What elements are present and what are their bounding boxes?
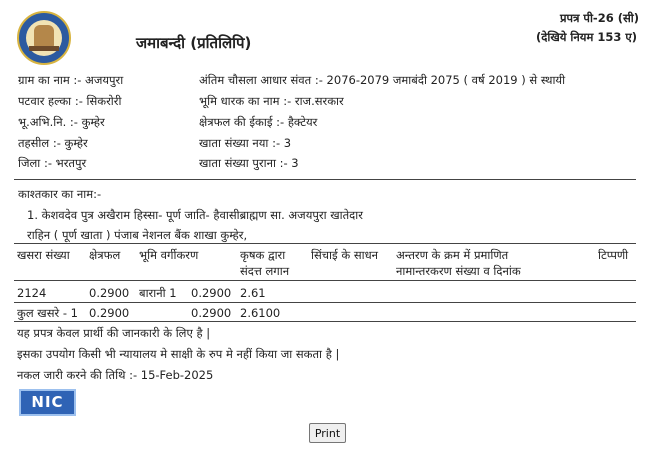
land-records-inspector: भू.अभि.नि. :- कुम्हेर [18, 115, 105, 129]
rule-reference: (देखिये नियम 153 ए) [536, 30, 637, 44]
col-irrigation-header: सिंचाई के साधन [311, 248, 379, 262]
cultivator-line-2: राहिन ( पूर्ण खाता ) पंजाब नेशनल बैंक शाखा कुम्हेर, [27, 228, 248, 242]
row-area: 0.2900 [89, 286, 130, 300]
table-bottom-border [14, 321, 636, 322]
account-number-old: खाता संख्या पुराना :- 3 [199, 156, 299, 170]
account-number-new: खाता संख्या नया :- 3 [199, 136, 292, 150]
cultivator-line-1: 1. केशवदेव पुत्र अखैराम हिस्सा- पूर्ण जाति- हैवासीब्राह्मण सा. अजयपुरा खातेदार [27, 208, 363, 222]
total-class-area: 0.2900 [191, 306, 232, 320]
district: जिला :- भरतपुर [18, 156, 87, 170]
total-rent: 2.6100 [240, 306, 281, 320]
nic-logo[interactable]: NIC [19, 389, 76, 416]
col-khasra-header: खसरा संख्या [17, 248, 70, 262]
row-class-area: 0.2900 [191, 286, 232, 300]
col-mutation-header-line1: अन्तरण के क्रम में प्रमाणित [396, 248, 509, 262]
col-mutation-header-line2: नामान्तरकरण संख्या व दिनांक [396, 264, 521, 278]
note-info-only: यह प्रपत्र केवल प्रार्थी की जानकारी के लिए है | [17, 326, 211, 340]
table-row-border [14, 302, 636, 303]
total-label: कुल खसरे - 1 [17, 306, 78, 320]
tehsil: तहसील :- कुम्हेर [18, 136, 88, 150]
note-not-court-evidence: इसका उपयोग किसी भी न्यायालय मे साक्षी के रुप मे नहीं किया जा सकता है | [17, 347, 340, 361]
area-unit: क्षेत्रफल की ईकाई :- हैक्टेयर [199, 115, 318, 129]
print-button[interactable]: Print [309, 423, 346, 443]
row-rent: 2.61 [240, 286, 266, 300]
settlement-year: अंतिम चौसला आधार संवत :- 2076-2079 जमाबंदी 2075 ( वर्ष 2019 ) से स्थायी [199, 73, 566, 87]
row-khasra: 2124 [17, 286, 47, 300]
table-header-border [14, 280, 636, 281]
row-class-name: बारानी 1 [139, 286, 177, 300]
form-number: प्रपत्र पी-26 (सी) [560, 11, 639, 25]
issue-date: नकल जारी करने की तिथि :- 15-Feb-2025 [17, 368, 214, 382]
col-rent-header-line2: संदत्त लगान [240, 264, 290, 278]
col-rent-header-line1: कृषक द्वारा [240, 248, 286, 262]
table-top-border [14, 243, 636, 244]
total-area: 0.2900 [89, 306, 130, 320]
divider [14, 179, 636, 180]
patwar-halka: पटवार हल्का :- सिकरोरी [18, 94, 122, 108]
col-classification-header: भूमि वर्गीकरण [139, 248, 199, 262]
col-remarks-header: टिप्पणी [598, 248, 629, 262]
col-area-header: क्षेत्रफल [89, 248, 121, 262]
village-name: ग्राम का नाम :- अजयपुरा [18, 73, 124, 87]
rajasthan-seal-icon [17, 11, 71, 65]
land-holder-name: भूमि धारक का नाम :- राज.सरकार [199, 94, 344, 108]
cultivator-heading: काश्तकार का नाम:- [18, 187, 102, 201]
page-title: जमाबन्दी (प्रतिलिपि) [136, 34, 252, 52]
